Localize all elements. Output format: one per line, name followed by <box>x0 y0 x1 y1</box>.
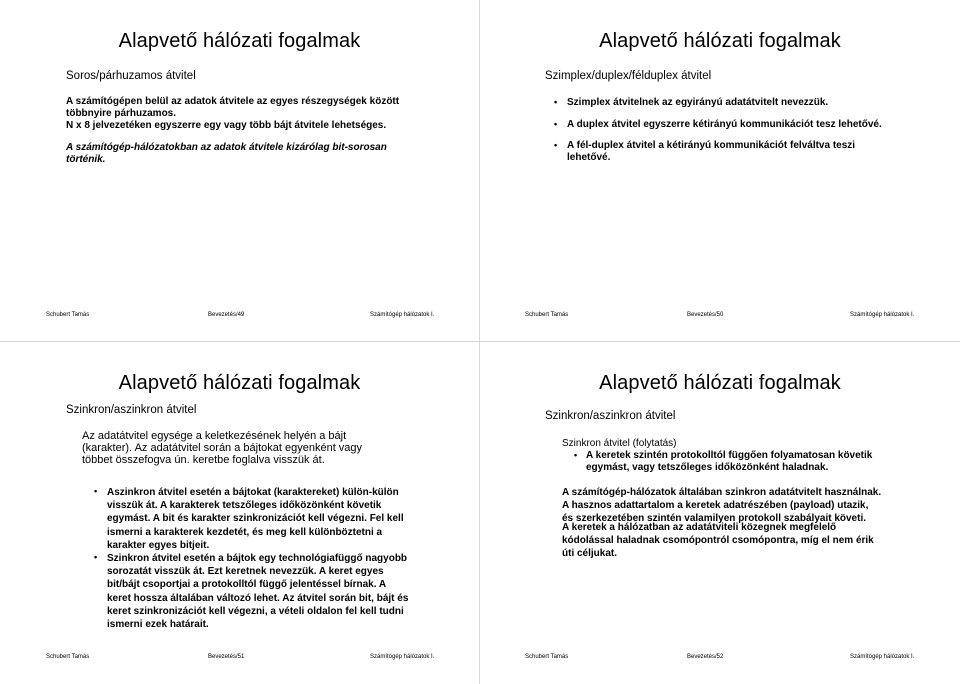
slide-subtitle: Szinkron/aszinkron átvitel <box>545 410 676 422</box>
intro-paragraph: Az adatátvitel egysége a keletkezésének helyén a bájt (karakter). Az adatátvitel során a bájtokat egyenként vagy többet összefogva ún. keretbe foglalva visszük át. <box>82 430 363 466</box>
sub-bullet-item <box>562 450 886 473</box>
paragraph: A számítógép-hálózatok általában szinkron adatátvitelt használnak. A hasznos adattartalom a keretek adatrészében (payload) utazik, és szerkezetében szintén valamilyen protokoll szabályait követi. <box>562 487 882 524</box>
footer-page: Bevezetés/52 <box>687 654 724 660</box>
bullet-icon: • <box>554 97 558 107</box>
slide-51 <box>0 342 479 684</box>
section-heading: Szinkron átvitel (folytatás) <box>562 438 677 449</box>
slide-title: Alapvető hálózati fogalmak <box>118 30 361 52</box>
footer-course: Számítógép hálózatok I. <box>370 654 435 660</box>
paragraph: A keretek a hálózatban az adatátviteli közegnek megfelelő kódolással haladnak csomópontról csomópontra, míg el nem érik úti céljukat. <box>562 522 874 559</box>
list-item-text: A duplex átvitel egyszerre kétirányú kommunikációt tesz lehetővé. <box>567 118 882 130</box>
bullet-icon: • <box>554 118 558 129</box>
paragraph: A számítógépen belül az adatok átvitele az egyes részegységek között többnyire párhuzamos. <box>66 96 400 119</box>
list-item-text: Szimplex átvitelnek az egyirányú adatátvitelt nevezzük. <box>567 97 829 108</box>
slide-title: Alapvető hálózati fogalmak <box>118 372 361 394</box>
list-item <box>553 97 893 109</box>
bullet-icon: • <box>554 140 558 150</box>
footer-page: Bevezetés/50 <box>687 312 724 318</box>
footer-course: Számítógép hálózatok I. <box>370 312 435 318</box>
slide-50 <box>480 0 960 341</box>
paragraph: N x 8 jelvezetéken egyszerre egy vagy több bájt átvitele lehetséges. <box>66 120 387 131</box>
slide-subtitle: Szimplex/duplex/félduplex átvitel <box>545 70 712 82</box>
bullet-list <box>553 97 893 163</box>
slide-49 <box>0 0 479 341</box>
footer-author: Schubert Tamás <box>46 654 90 660</box>
slide-subtitle: Soros/párhuzamos átvitel <box>66 70 196 82</box>
list-item <box>93 486 411 552</box>
list-item <box>93 552 411 631</box>
sub-bullet-text: A keretek szintén protokolltól függően folyamatosan követik egymást, vagy tetszőleges időközönként haladnak. <box>586 450 873 473</box>
list-item <box>553 119 893 131</box>
list-item <box>553 140 893 163</box>
slide-subtitle: Szinkron/aszinkron átvitel <box>66 404 197 416</box>
bullet-icon: • <box>94 486 98 496</box>
footer-course: Számítógép hálózatok I. <box>850 312 915 318</box>
list-item-text: A fél-duplex átvitel a kétirányú kommunikációt felváltva teszi lehetővé. <box>567 140 856 163</box>
bullet-list <box>93 486 411 631</box>
slide-52 <box>480 342 960 684</box>
footer-course: Számítógép hálózatok I. <box>850 654 915 660</box>
bullet-icon: • <box>574 450 578 460</box>
list-item-text: Aszinkron átvitel esetén a bájtokat (karaktereket) külön-külön visszük át. A karakterek tetszőleges időközönként követik egymást. A bit és karakter szinkronizációt kell végezni. Fel kell ismerni a karakterek kezdetét, és meg kell különböztetni a karakter egyes bitjeit. <box>107 487 404 551</box>
footer-page: Bevezetés/49 <box>208 312 245 318</box>
slide-title: Alapvető hálózati fogalmak <box>599 372 841 394</box>
footer-author: Schubert Tamás <box>525 654 569 660</box>
paragraph: A számítógép-hálózatokban az adatok átvitele kizárólag bit-sorosan történik. <box>66 142 387 165</box>
footer-page: Bevezetés/51 <box>208 654 245 660</box>
footer-author: Schubert Tamás <box>46 312 90 318</box>
list-item-text: Szinkron átvitel esetén a bájtok egy technológiafüggő nagyobb sorozatát visszük át. Ezt keretnek nevezzük. A keret egyes bit/bájt csoportjai a protokolltól függő jelentéssel bírnak. A keret hossza általában változó lehet. Az átvitel során bit, bájt és keret szinkronizációt kell végezni, a vételi oldalon fel kell tudni ismerni ezek határait. <box>107 553 409 631</box>
bullet-icon: • <box>94 552 98 563</box>
slide-title: Alapvető hálózati fogalmak <box>599 30 841 52</box>
footer-author: Schubert Tamás <box>525 312 569 318</box>
